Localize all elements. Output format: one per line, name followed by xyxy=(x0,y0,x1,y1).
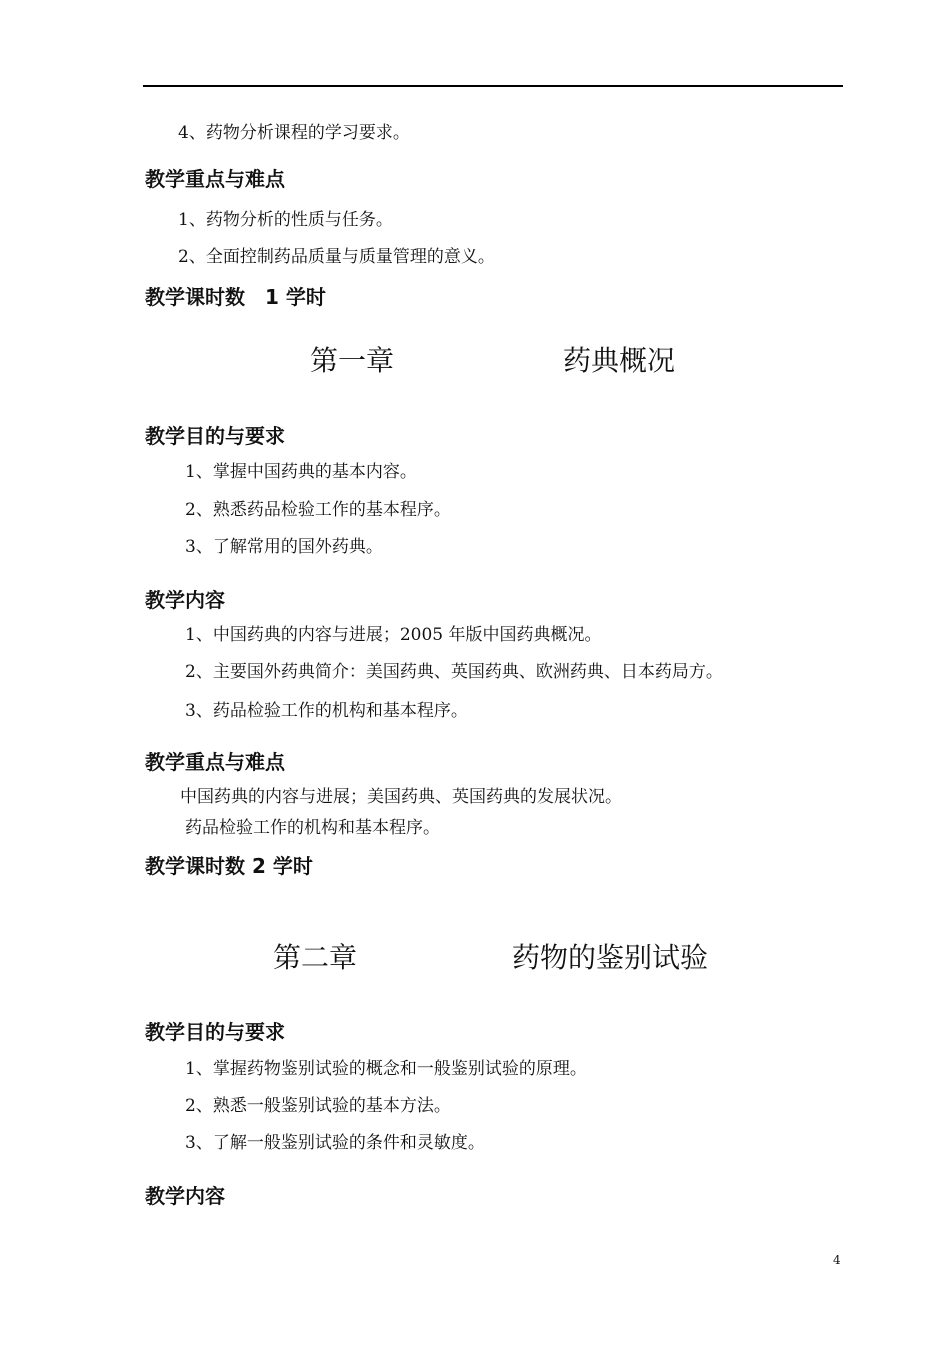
intro-key-heading: 教学重点与难点 xyxy=(145,167,285,191)
chapter1-content-3: 3、药品检验工作的机构和基本程序。 xyxy=(185,701,468,721)
chapter2-aim-2: 2、熟悉一般鉴别试验的基本方法。 xyxy=(185,1096,451,1116)
chapter2-number: 第二章 xyxy=(273,941,358,974)
intro-item-4: 4、药物分析课程的学习要求。 xyxy=(178,123,410,143)
chapter2-aims-heading: 教学目的与要求 xyxy=(145,1020,285,1044)
chapter1-key-heading: 教学重点与难点 xyxy=(145,750,285,774)
chapter1-content-heading: 教学内容 xyxy=(145,588,225,612)
intro-key-item-2: 2、全面控制药品质量与质量管理的意义。 xyxy=(178,247,495,267)
chapter1-aim-1: 1、掌握中国药典的基本内容。 xyxy=(185,462,417,482)
intro-hours: 教学课时数 1 学时 xyxy=(145,285,326,309)
chapter1-number: 第一章 xyxy=(310,344,395,377)
chapter2-content-heading: 教学内容 xyxy=(145,1184,225,1208)
page-number: 4 xyxy=(833,1253,841,1267)
chapter1-title: 药典概况 xyxy=(563,344,676,377)
chapter2-aim-3: 3、了解一般鉴别试验的条件和灵敏度。 xyxy=(185,1133,485,1153)
chapter1-aim-3: 3、了解常用的国外药典。 xyxy=(185,537,383,557)
chapter1-aim-2: 2、熟悉药品检验工作的基本程序。 xyxy=(185,500,451,520)
chapter1-content-2: 2、主要国外药典简介：美国药典、英国药典、欧洲药典、日本药局方。 xyxy=(185,662,723,682)
chapter1-content-1: 1、中国药典的内容与进展；2005 年版中国药典概况。 xyxy=(185,625,602,645)
chapter2-title: 药物的鉴别试验 xyxy=(512,941,709,974)
chapter1-aims-heading: 教学目的与要求 xyxy=(145,424,285,448)
chapter1-key-item-1: 中国药典的内容与进展；美国药典、英国药典的发展状况。 xyxy=(180,787,622,807)
header-rule xyxy=(143,85,843,87)
chapter1-key-item-2: 药品检验工作的机构和基本程序。 xyxy=(185,818,440,838)
intro-key-item-1: 1、药物分析的性质与任务。 xyxy=(178,210,393,230)
chapter2-aim-1: 1、掌握药物鉴别试验的概念和一般鉴别试验的原理。 xyxy=(185,1059,587,1079)
chapter1-hours: 教学课时数 2 学时 xyxy=(145,854,313,878)
